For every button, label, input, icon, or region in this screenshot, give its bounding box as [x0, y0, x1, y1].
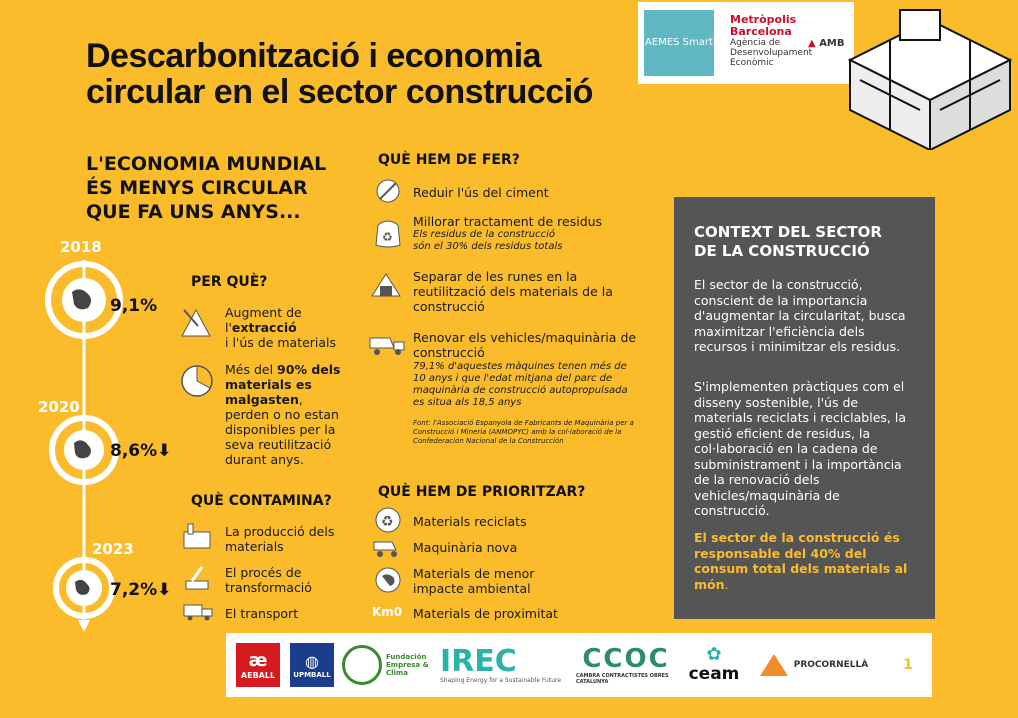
fer-item-vehicles-note: 79,1% d'aquestes màquines tenen més de 10 anys i que l'edat mitjana del parc de maquinària de construcció autopropulsada es situa als 18,5 anys [413, 361, 628, 408]
fer-item-waste-note: Els residus de la construcció són el 30% dels residus totals [413, 229, 563, 252]
context-paragraph-2: S'implementen pràctiques com el disseny sostenible, l'ús de materials reciclats i reciclables, la gestió eficient de residus, la col·laboració en la cadena de subministrament i la importància de la renovació dels vehicles/maquinària de construcció. [694, 379, 906, 518]
svg-text:♻: ♻ [381, 514, 394, 530]
upmball-logo: ◍ UPMBALL [290, 643, 334, 687]
prioritzar-heading: QUÈ HEM DE PRIORITZAR? [378, 484, 586, 500]
procornella-logo: PROCORNELLÀ [754, 643, 874, 687]
prioritzar-item-low-impact: Materials de menor impacte ambiental [413, 566, 535, 596]
context-panel [674, 197, 935, 619]
que-hem-de-fer-heading: QUÈ HEM DE FER? [378, 152, 520, 168]
prioritzar-item-proximity: Materials de proximitat [413, 606, 558, 621]
pie-chart-icon [180, 364, 214, 402]
tools-icon [370, 270, 404, 302]
per-que-item-extraction: Augment de l'extracció i l'ús de materials [225, 305, 337, 350]
context-paragraph-3: El sector de la construcció és responsable del 40% del consum total dels materials al món. [694, 530, 908, 592]
contamina-item-transport: El transport [225, 606, 299, 621]
year-2018: 2018 [60, 238, 102, 256]
fer-item-cement: Reduir l'ús del ciment [413, 185, 549, 200]
fer-item-waste: Millorar tractament de residus [413, 214, 603, 229]
per-que-heading: PER QUÈ? [191, 274, 268, 290]
ceam-logo: ✿ ceam [688, 644, 740, 684]
context-paragraph-1: El sector de la construcció, conscient de la importancia d'augmentar la circularitat, busca maximitzar l'eficiència dels recursos i minimitzar els residus. [694, 277, 906, 354]
year-2023: 2023 [92, 540, 134, 558]
prioritzar-item-machinery: Maquinària nova [413, 540, 518, 555]
page-title: Descarbonització i economia circular en el sector construcció [86, 37, 593, 111]
metropolis-logo: Metròpolis Barcelona Agència de Desenvolupament Econòmic [730, 13, 813, 68]
fundacion-logo: Fundación Empresa & Clima [342, 643, 432, 687]
contamina-item-production: La producció dels materials [225, 524, 335, 554]
svg-text:♻: ♻ [382, 230, 393, 244]
value-2020: 8,6%⬇ [110, 441, 172, 461]
km0-label: Km0 [372, 605, 403, 619]
machinery-icon [372, 538, 406, 562]
footer-logos [226, 633, 932, 697]
shovel-icon [178, 304, 214, 344]
robot-arm-icon [182, 563, 212, 595]
fer-item-separation: Separar de les runes en la reutilització dels materials de la construcció [413, 269, 613, 314]
que-contamina-heading: QUÈ CONTAMINA? [191, 493, 332, 509]
recycle-icon [374, 506, 402, 538]
circular-economy-headline: L'ECONOMIA MUNDIAL ÉS MENYS CIRCULAR QUE FA UNS ANYS... [86, 153, 327, 223]
fer-item-vehicles: Renovar els vehicles/maquinària de construcció [413, 330, 637, 360]
partner-logos-top [638, 2, 854, 84]
globe-recycle-icon [374, 566, 402, 598]
irec-logo: IREC Shaping Energy for a Sustainable Future [440, 643, 562, 684]
contamina-item-transformation: El procés de transformació [225, 565, 312, 595]
context-title: CONTEXT DEL SECTOR DE LA CONSTRUCCIÓ [694, 223, 882, 260]
value-2018: 9,1% [110, 296, 158, 316]
year-2020: 2020 [38, 398, 80, 416]
dump-truck-icon [368, 334, 406, 360]
factory-icon [182, 522, 212, 554]
ccoc-logo: CCOC CAMBRA CONTRACTISTES OBRES CATALUNYA [576, 644, 670, 685]
page-number: 1 [903, 657, 913, 673]
truck-icon [182, 601, 214, 625]
value-2023: 7,2%⬇ [110, 580, 172, 600]
prioritzar-item-recycled: Materials reciclats [413, 514, 527, 529]
fer-source: Font: l'Associació Espanyola de Fabricants de Maquinària per a Construcció i Mineria (ANMOPYC) amb la col·laboració de la Confederación Nacional de la Construcción [413, 419, 634, 445]
amb-logo: ▲ AMB [808, 38, 845, 49]
recycle-bag-icon [372, 215, 404, 253]
aemes-logo: AEMES Smart [644, 10, 714, 76]
aeball-logo: æ AEBALL [236, 643, 280, 687]
cement-icon [374, 177, 402, 209]
per-que-item-waste: Més del 90% dels materials es malgasten, perden o no estan disponibles per la seva reutilització durant anys. [225, 362, 341, 467]
building-illustration [840, 0, 1018, 150]
